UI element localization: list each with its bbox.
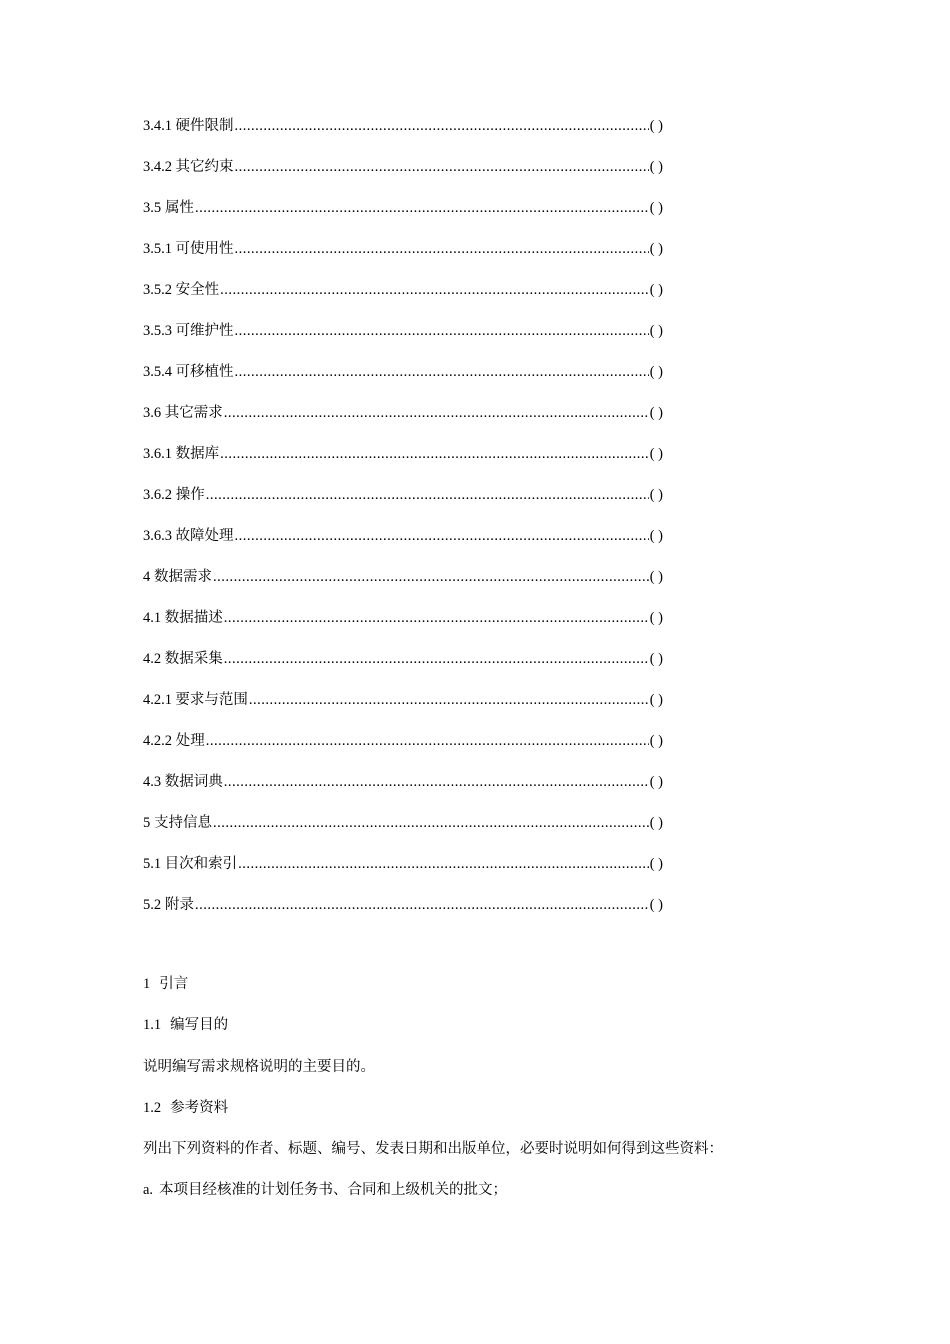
toc-entry-number: 3.6.2: [143, 487, 172, 503]
toc-dot-leader: [224, 403, 649, 423]
toc-entry-label: 操作: [175, 487, 205, 503]
toc-entry[interactable]: [143, 813, 663, 854]
section-number: 1.1: [143, 1017, 162, 1034]
toc-entry-number: 5: [143, 815, 151, 831]
toc-entry-page: ( ): [649, 651, 663, 667]
toc-entry-label: 属性: [164, 200, 194, 216]
section-number: 1: [143, 976, 151, 992]
toc-dot-leader: [213, 567, 649, 587]
toc-dot-leader: [249, 690, 649, 710]
toc-entry-page: ( ): [649, 569, 663, 585]
toc-entry-number: 3.6.1: [143, 446, 172, 462]
toc-dot-leader: [235, 362, 649, 382]
toc-entry[interactable]: [143, 649, 663, 690]
paragraph-purpose: 说明编写需求规格说明的主要目的。: [143, 1058, 375, 1075]
toc-entry[interactable]: [143, 198, 663, 239]
toc-entry-page: ( ): [649, 774, 663, 790]
toc-entry-label: 数据词典: [164, 774, 223, 790]
toc-entry[interactable]: [143, 690, 663, 731]
toc-entry-number: 3.6.3: [143, 528, 172, 544]
toc-entry-number: 3.4.1: [143, 118, 172, 134]
toc-entry[interactable]: [143, 854, 663, 895]
toc-entry-page: ( ): [649, 897, 663, 913]
toc-entry-label: 处理: [175, 733, 205, 749]
section-heading-1: [143, 972, 843, 1013]
toc-entry-label: 附录: [164, 897, 194, 913]
toc-entry[interactable]: [143, 526, 663, 567]
document-body: [143, 972, 843, 1220]
toc-entry-page: ( ): [649, 446, 663, 462]
toc-entry[interactable]: [143, 608, 663, 649]
toc-dot-leader: [213, 813, 649, 833]
toc-entry-number: 3.6: [143, 405, 162, 421]
toc-entry-label: 数据描述: [164, 610, 223, 626]
list-item-text: 本项目经核准的计划任务书、合同和上级机关的批文；: [159, 1182, 508, 1199]
toc-dot-leader: [220, 444, 649, 464]
toc-entry-page: ( ): [649, 282, 663, 298]
toc-entry-number: 4.2.2: [143, 733, 172, 749]
toc-dot-leader: [206, 731, 649, 751]
toc-entry-label: 可移植性: [175, 364, 234, 380]
toc-entry-label: 安全性: [175, 282, 220, 298]
toc-entry-label: 可维护性: [175, 323, 234, 339]
toc-entry-number: 3.5.1: [143, 241, 172, 257]
toc-entry-number: 5.1: [143, 856, 162, 872]
toc-entry-page: ( ): [649, 323, 663, 339]
toc-dot-leader: [224, 649, 649, 669]
toc-dot-leader: [195, 198, 649, 218]
toc-dot-leader: [235, 157, 649, 177]
toc-entry[interactable]: [143, 362, 663, 403]
toc-entry-number: 3.5.3: [143, 323, 172, 339]
toc-entry-page: ( ): [649, 118, 663, 134]
toc-entry-label: 数据需求: [153, 569, 212, 585]
toc-entry-label: 其它约束: [175, 159, 234, 175]
toc-dot-leader: [224, 608, 649, 628]
toc-entry-number: 4.2: [143, 651, 162, 667]
toc-dot-leader: [235, 116, 649, 136]
toc-entry-label: 硬件限制: [175, 118, 234, 134]
toc-entry[interactable]: [143, 157, 663, 198]
toc-entry[interactable]: [143, 485, 663, 526]
toc-dot-leader: [224, 772, 649, 792]
toc-entry-number: 5.2: [143, 897, 162, 913]
section-title: 参考资料: [170, 1099, 229, 1116]
toc-entry[interactable]: [143, 321, 663, 362]
toc-entry[interactable]: [143, 116, 663, 157]
toc-entry[interactable]: [143, 895, 663, 936]
toc-entry-page: ( ): [649, 200, 663, 216]
toc-entry[interactable]: [143, 731, 663, 772]
toc-entry-label: 可使用性: [175, 241, 234, 257]
toc-entry-page: ( ): [649, 528, 663, 544]
toc-entry-page: ( ): [649, 241, 663, 257]
toc-dot-leader: [238, 854, 649, 874]
toc-entry-label: 目次和索引: [164, 856, 238, 872]
section-title: 编写目的: [170, 1017, 229, 1034]
section-heading-1-2: [143, 1096, 843, 1137]
toc-entry[interactable]: [143, 567, 663, 608]
toc-dot-leader: [206, 485, 649, 505]
toc-entry-label: 要求与范围: [175, 692, 248, 708]
toc-entry[interactable]: [143, 403, 663, 444]
toc-entry[interactable]: [143, 444, 663, 485]
toc-dot-leader: [195, 895, 649, 915]
toc-entry-page: ( ): [649, 815, 663, 831]
toc-entry-label: 支持信息: [153, 815, 212, 831]
toc-entry[interactable]: [143, 772, 663, 813]
toc-entry-page: ( ): [649, 610, 663, 626]
toc-entry-label: 数据库: [175, 446, 220, 462]
toc-entry-page: ( ): [649, 733, 663, 749]
toc-entry-number: 3.5.2: [143, 282, 172, 298]
toc-dot-leader: [220, 280, 649, 300]
toc-entry-number: 3.4.2: [143, 159, 172, 175]
toc-entry[interactable]: [143, 239, 663, 280]
table-of-contents: [143, 116, 663, 936]
toc-entry-page: ( ): [649, 405, 663, 421]
toc-entry-number: 4.2.1: [143, 692, 172, 708]
toc-entry-number: 4.3: [143, 774, 162, 790]
toc-entry-label: 数据采集: [164, 651, 223, 667]
section-title: 引言: [159, 976, 189, 992]
list-marker: a.: [143, 1182, 154, 1199]
toc-dot-leader: [235, 321, 649, 341]
toc-entry-label: 故障处理: [175, 528, 234, 544]
toc-entry[interactable]: [143, 280, 663, 321]
toc-entry-page: ( ): [649, 692, 663, 708]
toc-entry-label: 其它需求: [164, 405, 223, 421]
section-number: 1.2: [143, 1099, 162, 1116]
paragraph-references: 列出下列资料的作者、标题、编号、发表日期和出版单位，必要时说明如何得到这些资料：: [143, 1141, 723, 1158]
toc-entry-page: ( ): [649, 487, 663, 503]
toc-dot-leader: [235, 526, 649, 546]
toc-entry-page: ( ): [649, 159, 663, 175]
list-item-a: [143, 1178, 843, 1219]
toc-entry-number: 4: [143, 569, 151, 585]
section-heading-1-1: [143, 1013, 843, 1054]
toc-dot-leader: [235, 239, 649, 259]
toc-entry-number: 4.1: [143, 610, 162, 626]
toc-entry-number: 3.5.4: [143, 364, 172, 380]
toc-entry-number: 3.5: [143, 200, 162, 216]
toc-entry-page: ( ): [649, 856, 663, 872]
toc-entry-page: ( ): [649, 364, 663, 380]
